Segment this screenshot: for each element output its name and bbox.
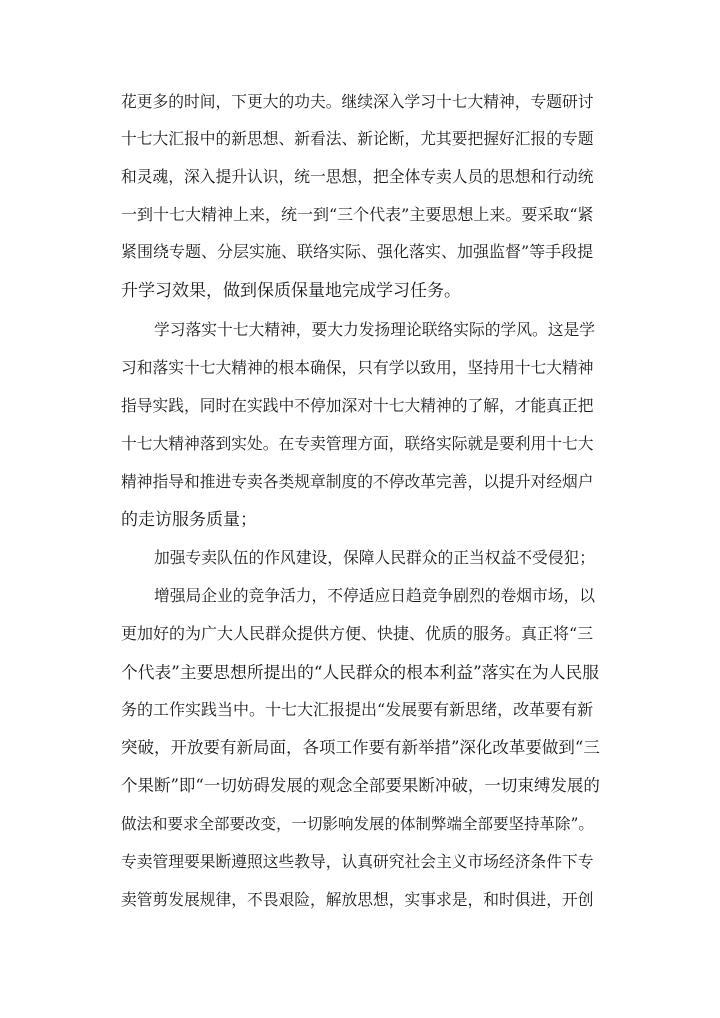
text-line-6: 升学习效果，做到保质保量地完成学习任务。 <box>121 281 461 301</box>
text-line-11: 精神指导和推进专卖各类规章制度的不停改革完善，以提升对经烟户 <box>121 472 594 491</box>
text-line-20: 做法和要求全部要改变，一切影响发展的体制弊端全部要坚持革除”。 <box>121 815 594 833</box>
text-line-8: 习和落实十七大精神的根本确保，只有学以致用，坚持用十七大精神 <box>121 358 594 377</box>
text-line-15: 更加好的为广大人民群众提供方便、快捷、优质的服务。真正将“三 <box>121 624 594 643</box>
text-line-12: 的走访服务质量； <box>121 510 257 530</box>
text-line-17: 务的工作实践当中。十七大汇报提出“发展要有新思绪，改革要有新 <box>121 700 594 719</box>
text-line-9: 指导实践，同时在实践中不停加深对十七大精神的了解，才能真正把 <box>121 396 594 415</box>
text-line-19: 个果断”即“一切妨碍发展的观念全部要果断冲破，一切束缚发展的 <box>121 776 600 795</box>
text-line-1: 花更多的时间，下更大的功夫。继续深入学习十七大精神，专题研讨 <box>121 92 594 111</box>
text-line-22: 卖管剪发展规律，不畏艰险，解放思想，实事求是，和时俱进，开创 <box>121 890 594 909</box>
text-line-10: 十七大精神落到实处。在专卖管理方面，联络实际就是要利用十七大 <box>121 434 594 453</box>
text-line-14: 增强局企业的竞争活力，不停适应日趋竞争剧烈的卷烟市场，以 <box>154 586 595 605</box>
text-line-5: 紧围绕专题、分层实施、联络实际、强化落实、加强监督”等手段提 <box>121 242 594 261</box>
text-line-4: 一到十七大精神上来，统一到“三个代表”主要思想上来。要采取“紧 <box>121 205 594 224</box>
text-line-7: 学习落实十七大精神，要大力发扬理论联络实际的学风。这是学 <box>154 320 595 339</box>
text-line-3: 和灵魂，深入提升认识，统一思想，把全体专卖人员的思想和行动统 <box>121 167 594 186</box>
text-line-2: 十七大汇报中的新思想、新看法、新论断，尤其要把握好汇报的专题 <box>121 129 594 148</box>
text-line-16: 个代表”主要思想所提出的“人民群众的根本利益”落实在为人民服 <box>121 662 599 682</box>
text-line-18: 突破，开放要有新局面，各项工作要有新举措”深化改革要做到“三 <box>121 738 600 757</box>
text-line-13: 加强专卖队伍的作风建设，保障人民群众的正当权益不受侵犯； <box>154 548 595 567</box>
text-line-21: 专卖管理要果断遵照这些教导，认真研究社会主义市场经济条件下专 <box>121 852 594 871</box>
